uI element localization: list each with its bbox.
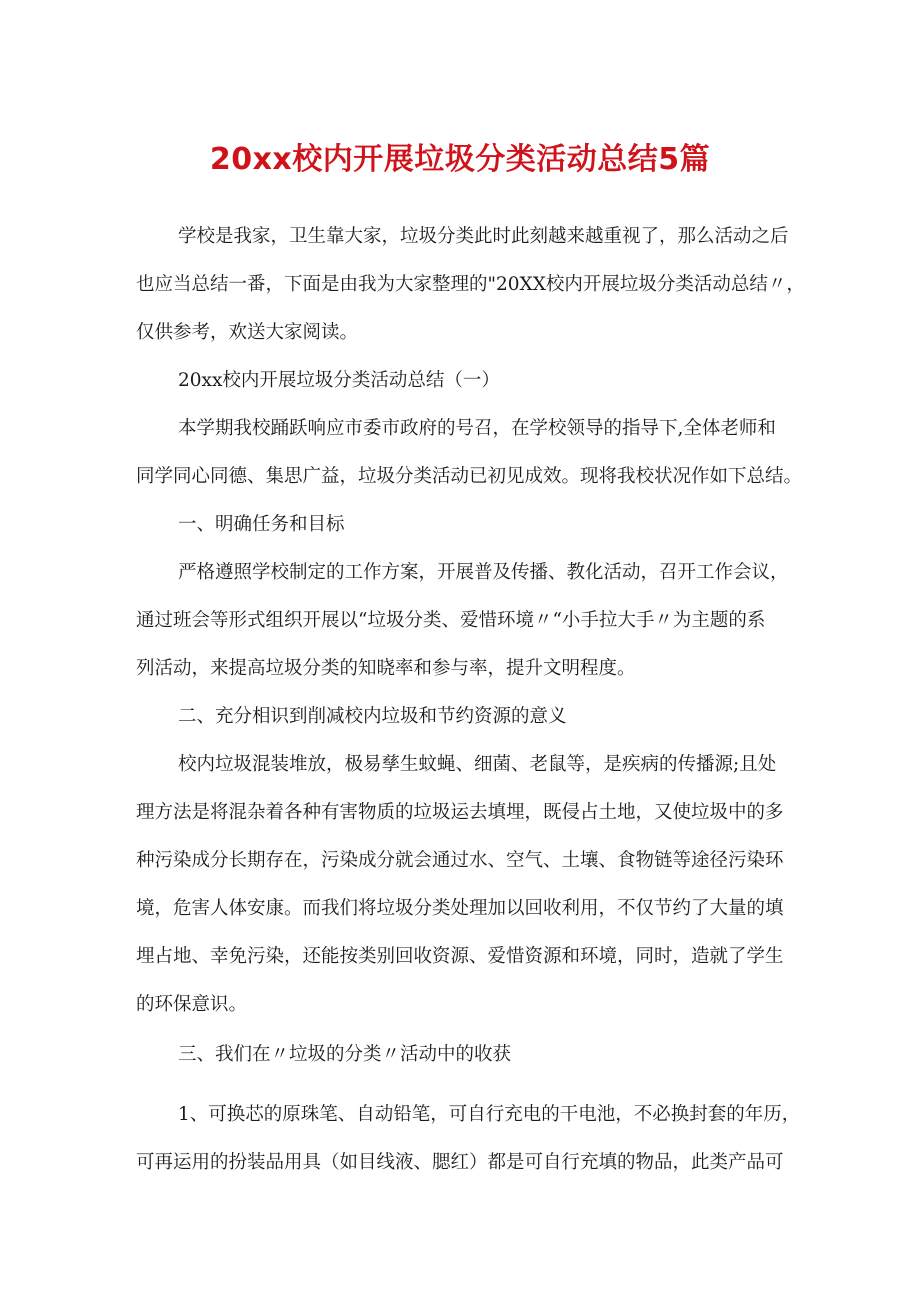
section-heading: 一、明确任务和目标	[178, 514, 345, 535]
section-heading: 二、充分相识到削减校内垃圾和节约资源的意义	[178, 706, 567, 727]
document-title: 20xx校内开展垃圾分类活动总结5篇	[209, 142, 711, 177]
paragraph-line: 本学期我校踊跃响应市委市政府的号召，在学校领导的指导下,全体老师和	[178, 418, 776, 439]
paragraph-line: 学校是我家，卫生靠大家，垃圾分类此时此刻越来越重视了，那么活动之后	[178, 226, 789, 247]
paragraph-line: 仅供参考，欢送大家阅读。	[136, 322, 359, 343]
section-heading: 20xx校内开展垃圾分类活动总结（一）	[178, 370, 500, 391]
paragraph-line: 埋占地、幸免污染，还能按类别回收资源、爱惜资源和环境，同时，造就了学生	[136, 946, 784, 967]
section-heading: 三、我们在〃垃圾的分类〃活动中的收获	[178, 1044, 512, 1065]
paragraph-line: 也应当总结一番，下面是由我为大家整理的"20XX校内开展垃圾分类活动总结〃，	[136, 274, 805, 295]
paragraph-line: 1、可换芯的原珠笔、自动铅笔，可自行充电的干电池，不必换封套的年历，	[178, 1104, 801, 1125]
paragraph-line: 通过班会等形式组织开展以“垃圾分类、爱惜环境〃“小手拉大手〃为主题的系	[136, 610, 766, 631]
paragraph-line: 同学同心同德、集思广益，垃圾分类活动已初见成效。现将我校状况作如下总结。	[136, 466, 803, 487]
paragraph-line: 种污染成分长期存在，污染成分就会通过水、空气、土壤、食物链等途径污染环	[136, 850, 784, 871]
paragraph-line: 的环保意识。	[136, 994, 248, 1015]
paragraph-line: 校内垃圾混装堆放，极易孳生蚊蝇、细菌、老鼠等，是疾病的传播源;且处	[178, 754, 777, 775]
paragraph-line: 严格遵照学校制定的工作方案，开展普及传播、教化活动，召开工作会议，	[178, 562, 789, 583]
paragraph-line: 理方法是将混杂着各种有害物质的垃圾运去填埋，既侵占土地，又使垃圾中的多	[136, 802, 784, 823]
paragraph-line: 境，危害人体安康。而我们将垃圾分类处理加以回收利用，不仅节约了大量的填	[136, 898, 784, 919]
paragraph-line: 列活动，来提高垃圾分类的知晓率和参与率，提升文明程度。	[136, 658, 636, 679]
paragraph-line: 可再运用的扮装品用具（如目线液、腮红）都是可自行充填的物品，此类产品可	[136, 1152, 784, 1173]
